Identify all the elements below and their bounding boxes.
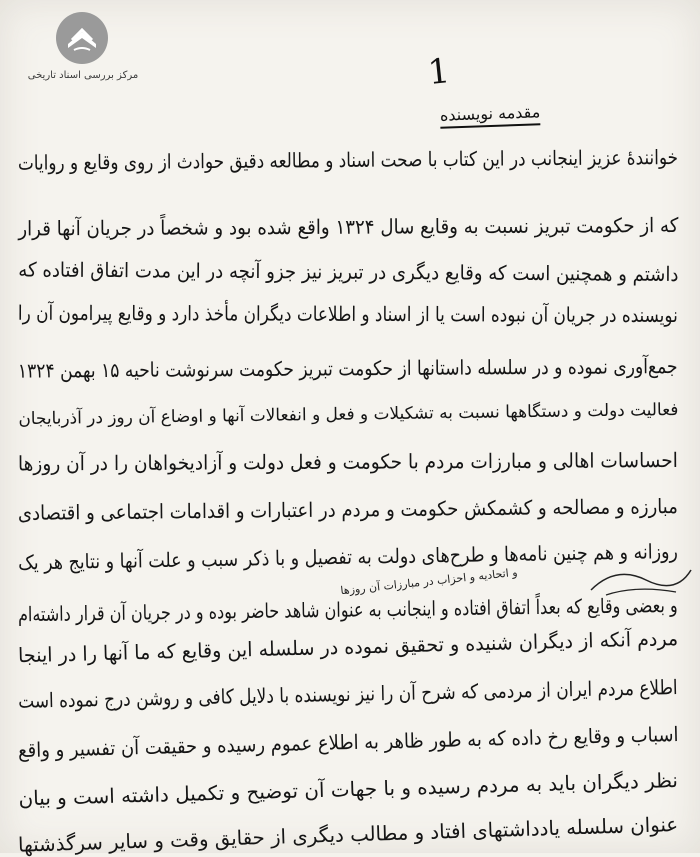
book-emblem-icon xyxy=(54,10,110,66)
text-line-10: و بعضی وقایع که بعداً اتفاق افتاده و اینجانب به عنوان شاهد حاضر بوده و در جریان آن قرار داشته‌ام xyxy=(18,593,679,627)
text-line-3: داشتم و همچنین است که وقایع دیگری در تبریز نیز جزو آنچه در این مدت اتفاق افتاده که xyxy=(17,257,679,286)
text-line-9: روزانه و هم چنین نامه‌ها و طرح‌های دولت به تفصیل و با ذکر سبب و علت آنها و نتایج هر یک xyxy=(18,539,679,575)
text-line-15: عنوان سلسله یادداشتهای افتاد و مطالب دیگری از حقایق وقت و سایر سرگذشتها xyxy=(17,812,679,857)
text-line-4: نویسنده در جریان آن نبوده است یا از اسناد و اطلاعات دیگران مأخذ دارد و وقایع پیرامون آن را xyxy=(18,300,679,327)
text-line-11: مردم آنکه از دیگران شنیده و تحقیق نموده در سلسله این وقایع که ما آنها را در اینجا xyxy=(17,626,679,668)
archive-name: مرکز بررسی اسناد تاریخی xyxy=(27,70,139,81)
text-line-12: اطلاع مردم ایران از مردمی که شرح آن را نیز نویسنده با دلایل کافی و روشن درج نموده است xyxy=(18,675,679,713)
text-line-5: جمع‌آوری نموده و در سلسله داستانها از حکومت تبریز حکومت سرنوشت ناحیه ۱۵ بهمن ۱۳۲۴ xyxy=(18,354,679,383)
page-number: 1 xyxy=(425,50,452,94)
text-line-1: خوانندهٔ عزیز اینجانب در این کتاب با صحت اسناد و مطالعه دقیق حوادث از روی وقایع و روایات xyxy=(17,145,679,175)
page-heading: مقدمه نویسنده xyxy=(440,102,541,128)
interlinear-insertion: و اتحادیه و احزاب در مبارزات آن روزها xyxy=(339,565,519,598)
margin-scribble xyxy=(586,560,696,600)
archive-logo xyxy=(8,10,158,90)
text-line-8: مبارزه و مصالحه و کشمکش حکومت و مردم در اعتبارات و اقدامات اجتماعی و اقتصادی xyxy=(17,494,679,525)
text-line-14: نظر دیگران باید به مردم رسیده و با جهات آن توضیح و تکمیل داشته است و بیان xyxy=(18,768,679,811)
text-line-2: که از حکومت تبریز نسبت به وقایع سال ۱۳۲۴ واقع شده بود و شخصاً در جریان آنها قرار xyxy=(17,213,679,241)
text-line-13: اسباب و وقایع رخ داده که به طور ظاهر به اطلاع عموم رسیده و حقیقت آن تفسیر و واقع xyxy=(17,722,679,763)
text-line-6: فعالیت دولت و دستگاهها نسبت به تشکیلات و فعل و انفعالات آنها و اوضاع آن روز در آذربایجان xyxy=(17,400,679,430)
text-line-7: احساسات اهالی و مبارزات مردم با حکومت و فعل دولت و آزادیخواهان را در آن روزها xyxy=(18,448,679,476)
